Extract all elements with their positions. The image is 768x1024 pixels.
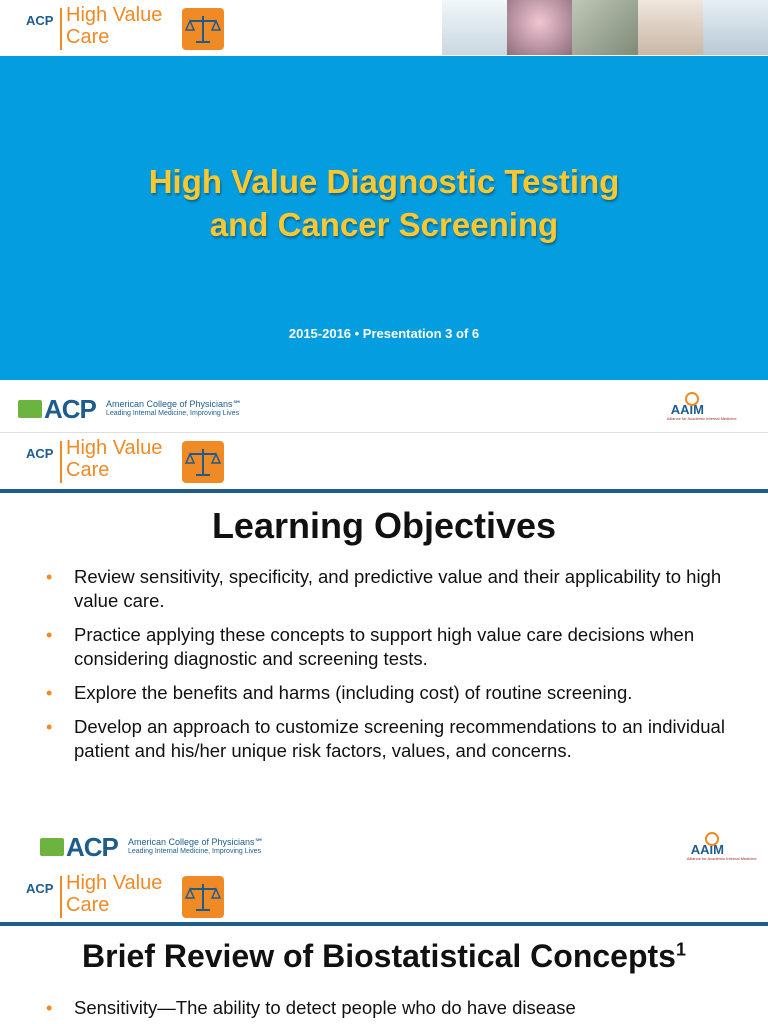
logo-line2: Care — [66, 26, 110, 48]
list-item: • Review sensitivity, specificity, and predictive value and their applicability to high value care. — [46, 565, 746, 613]
slide-heading: Learning Objectives — [211, 505, 557, 546]
list-item: • Explore the benefits and harms (including cost) of routine screening. — [46, 681, 746, 705]
slide-footer: ACP American College of Physicians℠ Leading Internal Medicine, Improving Lives AAIM Alliance for Academic Internal Medicine — [0, 828, 768, 876]
list-item: • Sensitivity—The ability to detect people who do have disease — [46, 996, 746, 1020]
photo-stethoscope — [572, 0, 637, 55]
slide-2: ACP High Value Care Learning Objectives • Review sensitivity, specificity, and predictive value and their applicability to high value care. • Practice applying these concepts to support high value care decisions when considering diagnostic and screening tests. • Explore the benefits and harms (including cost) of routine screening. • Develop an approach to customize screening recommendations to an individual patient and his/her unique risk factors, values, and concerns. — [0, 432, 768, 829]
header-photo-strip — [442, 0, 768, 55]
slide-footer: ACP American College of Physicians℠ Leading Internal Medicine, Improving Lives AAIM Alliance for Academic Internal Medicine — [0, 382, 768, 430]
photo-patient — [638, 0, 703, 55]
footnote-marker: 1 — [675, 939, 686, 960]
photo-doctor — [703, 0, 768, 55]
list-item: • Develop an approach to customize screening recommendations to an individual patient and his/her unique risk factors, values, and concerns. — [46, 715, 746, 763]
aaim-logo: AAIM Alliance for Academic Internal Medicine — [671, 402, 704, 417]
acp-mark-icon — [40, 838, 64, 856]
presentation-title: High Value Diagnostic Testing and Cancer Screening — [148, 163, 620, 243]
list-item: • Practice applying these concepts to support high value care decisions when considering diagnostic and screening tests. — [46, 623, 746, 671]
logo-line1: High Value — [66, 4, 163, 26]
slide-3: ACP American College of Physicians℠ Leading Internal Medicine, Improving Lives AAIM Alliance for Academic Internal Medicine ACP High Value Care Brief Review of Biostatistical Concepts$^1$ • Sensitivity—The ability to detect people who do have disease — [0, 828, 768, 1024]
photo-piggy-bank — [507, 0, 572, 55]
concepts-list — [46, 996, 746, 1024]
objectives-list — [46, 565, 746, 773]
aaim-ring-icon — [685, 392, 699, 406]
header-rule — [0, 489, 768, 493]
acp-mark-icon — [18, 400, 42, 418]
presentation-subtitle: 2015-2016 • Presentation 3 of 6 — [288, 326, 480, 341]
scales-icon — [182, 876, 224, 918]
scales-icon — [182, 441, 224, 483]
slide-1 — [0, 0, 768, 430]
aaim-ring-icon — [705, 832, 719, 846]
aaim-logo: AAIM Alliance for Academic Internal Medicine — [691, 842, 724, 857]
slide-heading: Brief Review of Biostatistical Concepts$^1$ — [82, 938, 686, 974]
header-rule — [0, 922, 768, 926]
logo-acp: ACP — [26, 13, 54, 28]
scales-icon — [182, 8, 224, 50]
photo-nurse — [442, 0, 507, 55]
